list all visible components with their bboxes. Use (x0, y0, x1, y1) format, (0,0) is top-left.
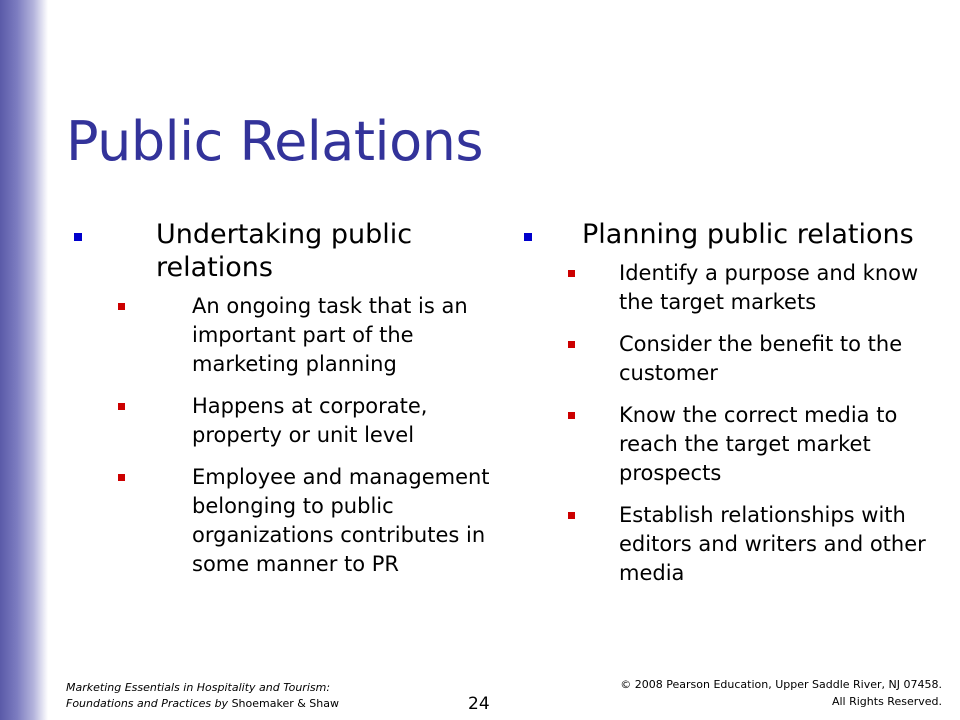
book-author: Shoemaker & Shaw (231, 697, 340, 710)
sidebar-gradient (0, 0, 48, 720)
list-item (520, 330, 940, 388)
list-item (70, 392, 490, 450)
list-item-text: Consider the benefit to the customer (619, 332, 903, 385)
list-item (70, 463, 490, 579)
list-item (70, 292, 490, 379)
book-title-line: Marketing Essentials in Hospitality and Tourism: (66, 681, 331, 694)
square-bullet-icon (118, 403, 125, 410)
list-item-text: Happens at corporate, property or unit level (192, 394, 428, 447)
square-bullet-icon (118, 474, 125, 481)
book-subtitle-line (66, 696, 339, 712)
book-citation (66, 680, 339, 712)
list-item-text: An ongoing task that is an important part of the marketing planning (192, 294, 468, 376)
square-bullet-icon (118, 303, 125, 310)
square-bullet-icon (568, 412, 575, 419)
rights-line: All Rights Reserved. (831, 695, 942, 708)
book-subtitle-text: Foundations and Practices by (66, 697, 229, 710)
right-column (520, 218, 940, 601)
list-item-text: Employee and management belonging to public organizations contributes in some manner to PR (192, 465, 490, 576)
slide-title: Public Relations (66, 110, 483, 173)
list-item (520, 259, 940, 317)
list-item (520, 401, 940, 488)
copyright-line: © 2008 Pearson Education, Upper Saddle River, NJ 07458. (620, 678, 942, 691)
square-bullet-icon (568, 341, 575, 348)
right-heading-item (520, 218, 940, 251)
right-heading-text: Planning public relations (582, 219, 914, 250)
list-item (520, 501, 940, 588)
list-item-text: Know the correct media to reach the target market prospects (619, 403, 898, 485)
square-bullet-icon (74, 233, 82, 241)
square-bullet-icon (568, 512, 575, 519)
left-heading-text: Undertaking public relations (156, 219, 413, 283)
list-item-text: Identify a purpose and know the target markets (619, 261, 919, 314)
copyright-notice (620, 676, 942, 710)
square-bullet-icon (568, 270, 575, 277)
left-column (70, 218, 490, 592)
square-bullet-icon (524, 233, 532, 241)
page-number: 24 (468, 694, 490, 714)
left-heading-item (70, 218, 490, 284)
list-item-text: Establish relationships with editors and writers and other media (619, 503, 926, 585)
